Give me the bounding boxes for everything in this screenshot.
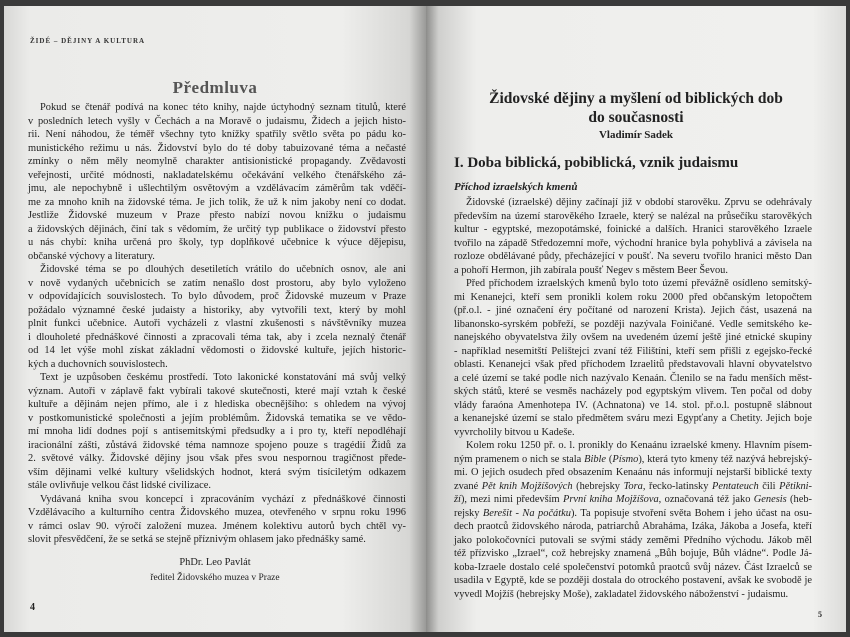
- text-line: me za mnoho knih na židovské téma. Je jich tolik, že už k nim jakoby není co dodat.: [28, 196, 406, 208]
- italic-term: Tora,: [623, 480, 646, 492]
- text-line: především na území starověkého Izraele, který se nalézal na průsečíku starověkých: [454, 210, 812, 222]
- text-line: Text je uzpůsoben českému prostředí. Toto lakonické konstatování má svůj velký: [40, 372, 406, 383]
- text-line: v posledních letech vyšly v Čechách a na Moravě o judaismu, Židech a jejich histo-: [28, 115, 406, 127]
- text-line: dech praotců židovského národa, patriarchů Abraháma, Izáka, Jákoba a Josefa, kteří: [454, 521, 812, 532]
- text-line: (př.o.l. - jiné označení éry počítané od narození Krista). Jejich část, usazená na: [454, 305, 812, 316]
- italic-term: Bible: [584, 453, 607, 465]
- text-line: koba-Izraele dostalo celé společenství potomků praotců svůj název. Část Izraelců se: [454, 561, 812, 573]
- text-line: oblasti. Kenanejci však před příchodem Izraelitů představovali hlavní obyvatelstvo: [454, 359, 812, 370]
- text-line: vyvrcholily bitvou u Kadeše.: [454, 426, 575, 438]
- text-line: iracionální zášti, zůstává židovské téma namnoze spojeno pouze s tragédií Židů za: [28, 439, 406, 451]
- text-line: Pokud se čtenář podívá na konec této knihy, najde úctyhodný seznam titulů, které: [40, 102, 406, 113]
- text-segment: ), mezi nimi především: [460, 494, 564, 505]
- text-line: kultuře a dějinám nejen přímo, ale i z hlediska obecnějšího: s ohledem na vývoj: [28, 399, 406, 410]
- text-line: usadila v Egyptě, kde se později dostala do otrockého postavení, avšak ke svobodě je: [454, 575, 812, 586]
- text-line: vším dějinami velké kultury všelidských hodnot, která svým tisíciletým odkazem: [28, 466, 406, 478]
- text-line: Vzdělávacího a kulturního centra Židovského muzea, otevřeného v srpnu roku 1996: [28, 507, 406, 518]
- text-line: - například nesemitští Pelištejci zvaní též Filištíni, kteří sem přišli z egejsko-řecké: [454, 345, 812, 357]
- text-line: nanejského obyvatelstva žily ovšem na uvedeném území ještě jiné etnické skupiny: [454, 332, 812, 343]
- text-line: význam. Autoři v záplavě fakt vybírali takové skutečnosti, které mají vztah k české: [28, 385, 406, 397]
- italic-term: Pětikni-: [779, 480, 813, 492]
- text-segment: rejsky: [454, 507, 483, 519]
- text-line: stále ovlivňuje velkou část lidské civilizace.: [28, 480, 211, 491]
- text-line: a pohoří Hermon, jih zabírala poušť Negev s městem Beer Ševou.: [454, 264, 728, 276]
- text-segment: čili: [758, 480, 780, 492]
- text-line: plnit funkci učebnice. Autoři vycházeli z vlastní zkušenosti s návštěvníky muzea: [28, 318, 406, 329]
- text-line: Židovské téma se po dlouhých desetiletích vrátilo do učebních osnov, ale ani: [40, 264, 406, 275]
- text-line: Kolem roku 1250 př. o. l. pronikly do Kenaánu izraelské kmeny. Hlavním písem-: [466, 440, 812, 451]
- section-heading: Příchod izraelských kmenů: [454, 181, 578, 193]
- chapter-heading: I. Doba biblická, pobiblická, vznik judaismu: [454, 155, 739, 171]
- text-line: rii. Není náhodou, že téměř všechny tyto knížky spatřily světlo světa po pádu ko-: [28, 129, 406, 140]
- right-page: [426, 6, 846, 632]
- text-line: Před příchodem izraelských kmenů bylo toto území převážně osídleno semitský-: [466, 278, 812, 289]
- signature-role: ředitel Židovského muzea v Praze: [150, 573, 280, 583]
- italic-term: Písmo: [612, 453, 639, 465]
- text-line: 2. světové války. Židovské dějiny jsou však přes svou nespornou tragičnost přede-: [28, 453, 406, 464]
- italic-term: Pentateuch: [711, 480, 759, 492]
- text-line: a kenanejské území se stalo předmětem sváru mezi Egypťany a Chetity. Jejich boje: [454, 413, 812, 424]
- text-segment: (hebrejsky: [572, 480, 624, 492]
- page-number: 4: [30, 602, 35, 613]
- text-line: v postkomunistické společnosti a jejím problémům. Židovská tematika se ve vědo-: [28, 412, 406, 424]
- running-head: ŽIDÉ – DĚJINY A KULTURA: [30, 37, 146, 45]
- article-title-line1: Židovské dějiny a myšlení od biblických dob: [489, 90, 783, 107]
- text-line: Židovské (izraelské) dějiny začínají již v období starověku. Zprvu se odehrávaly: [466, 197, 812, 208]
- italic-term: Genesis: [753, 494, 787, 505]
- italic-term: ží: [454, 494, 461, 505]
- text-line: kultur - egyptské, mezopotámské, foinické a dalších. Hranici starověkého Izraele: [454, 224, 812, 235]
- text-line: [454, 507, 812, 521]
- text-line: veřejnosti, určité módnosti, nakladatelskému očekávání velkého čtenářského zá-: [28, 169, 406, 181]
- italic-term: Berešit - Na počátku: [482, 507, 571, 519]
- text-segment: ), která tyto kmeny též nazývá hebrejský-: [638, 453, 812, 465]
- italic-term: Pět knih Mojžíšových: [481, 480, 573, 492]
- text-line: kých a duchovních souvislostech.: [28, 358, 168, 370]
- article-title-line2: do současnosti: [588, 109, 684, 126]
- text-line: [454, 480, 812, 494]
- foreword-body: [28, 101, 406, 547]
- signature-name: PhDr. Leo Pavlát: [179, 557, 251, 568]
- page-number: 5: [818, 610, 822, 619]
- text-segment: řecko-latinsky: [645, 480, 712, 492]
- text-line: od 14 let výše mohl získat základní vědomosti o židovské kultuře, jejích historic-: [28, 345, 406, 356]
- text-line: mi Kenanejci, kteří sem pronikli kolem roku 2000 před občanským letopočtem: [454, 291, 812, 303]
- text-line: tvořilo na západě Středozemní moře, východní hranice byla pohyblivá a závisela na: [454, 237, 812, 249]
- text-line: mi. O jejich osudech před obsazením Kenaánu nás informují nejstarší biblické texty: [454, 467, 812, 478]
- text-line: libanonsko-syrském pobřeží, se později nazývala Foiničané. Vedle semitského ke-: [454, 318, 812, 330]
- text-segment: (heb-: [786, 494, 812, 505]
- text-line: vyvedl Mojžíš (hebrejsky Moše), zakladatel židovského náboženství - judaismu.: [454, 588, 789, 600]
- text-line: Jestliže Židovské muzeum v Praze přesto nabízí novou knížku o judaismu: [28, 210, 406, 221]
- text-line: rozloze obdělávané půdy, přecházející v poušť. Na severu tvořilo hranici město Dan: [454, 251, 812, 262]
- text-line: mí mnoha lidí dodnes pojí s antisemitskými předsudky a i pro ty, kteří nepodléhají: [28, 426, 406, 437]
- text-line: v odpovídajících souvislostech. To bylo důvodem, proč Židovské muzeum v Praze: [28, 291, 406, 302]
- text-line: jmu, ale nepochybně i ušlechtilým osvětovým a vzdělávacím záměrům tak vděčí-: [28, 183, 406, 194]
- text-line: munistického režimu u nás. Židovství bylo do té doby tabuizované téma a nečasté: [28, 142, 406, 154]
- text-segment: (: [606, 453, 613, 465]
- text-segment: zvané: [454, 480, 482, 492]
- text-line: zmínky o něm měly neomylně charakter antisionistické propagandy. Zvědavosti: [28, 156, 406, 167]
- text-line: vlády faraóna Amenhotepa IV. (Achnatona) ve 14. stol. př.o.l. postupně slábnout: [454, 399, 812, 411]
- text-line: [454, 453, 812, 467]
- text-line: též přízvisko „Izrael“, což hebrejsky znamená „Bůh bojuje, Bůh vládne“. Podle Já-: [454, 548, 812, 559]
- text-line: i dlouholeté přednáškové činnosti a zpracovali téma tak, aby i zcela neznalý čtenář: [28, 331, 406, 343]
- text-segment: ). Ta popisuje stvoření světa Bohem i jeho účast na osu-: [570, 507, 812, 519]
- text-line: [454, 493, 812, 507]
- text-segment: , označovaná též jako: [658, 494, 754, 505]
- text-line: občanské výchovy a literatury.: [28, 250, 155, 262]
- foreword-title: Předmluva: [172, 78, 258, 97]
- text-line: v nově vydaných učebnicích se zatím nenašlo dost prostoru, aby bylo vyloženo: [28, 277, 406, 289]
- article-author: Vladimír Sadek: [598, 129, 674, 141]
- text-line: u nás chybí: kniha určená pro školy, typ doplňkové učebnice k výuce dějepisu,: [28, 237, 406, 248]
- text-line: ských států, které se vesměs nacházely pod egyptským vlivem. Ten počal od doby: [454, 386, 812, 397]
- text-segment: ným pramenem o nich se stala: [454, 453, 585, 465]
- text-line: Vydávaná kniha svou koncepcí i zpracováním vychází z přednáškové činnosti: [40, 493, 406, 505]
- text-line: jako polokočovníci putovali se svými stády zeměmi Předního východu. Jákob měl: [454, 534, 812, 546]
- text-line: v rámci oslav 90. výročí založení muzea. Jménem kolektivu autorů bych chtěl vy-: [28, 520, 406, 532]
- text-line: a židovských dějinách, činí tak s vědomím, že určitý typ publikace o židovství přesto: [28, 223, 406, 235]
- article-body: [454, 196, 812, 601]
- text-line: požádalo významné české judaisty a historiky, aby vytvořili text, který by mohl: [28, 304, 406, 316]
- text-line: slovit přesvědčení, že se setká se stejně příznivým ohlasem jako přednášky samé.: [28, 534, 366, 545]
- italic-term: První kniha Mojžíšova: [563, 494, 659, 505]
- text-line: a celé území se také podle nich nazývalo Kenaán. Členilo se na řadu menších měst-: [454, 372, 812, 384]
- left-page: [4, 6, 426, 632]
